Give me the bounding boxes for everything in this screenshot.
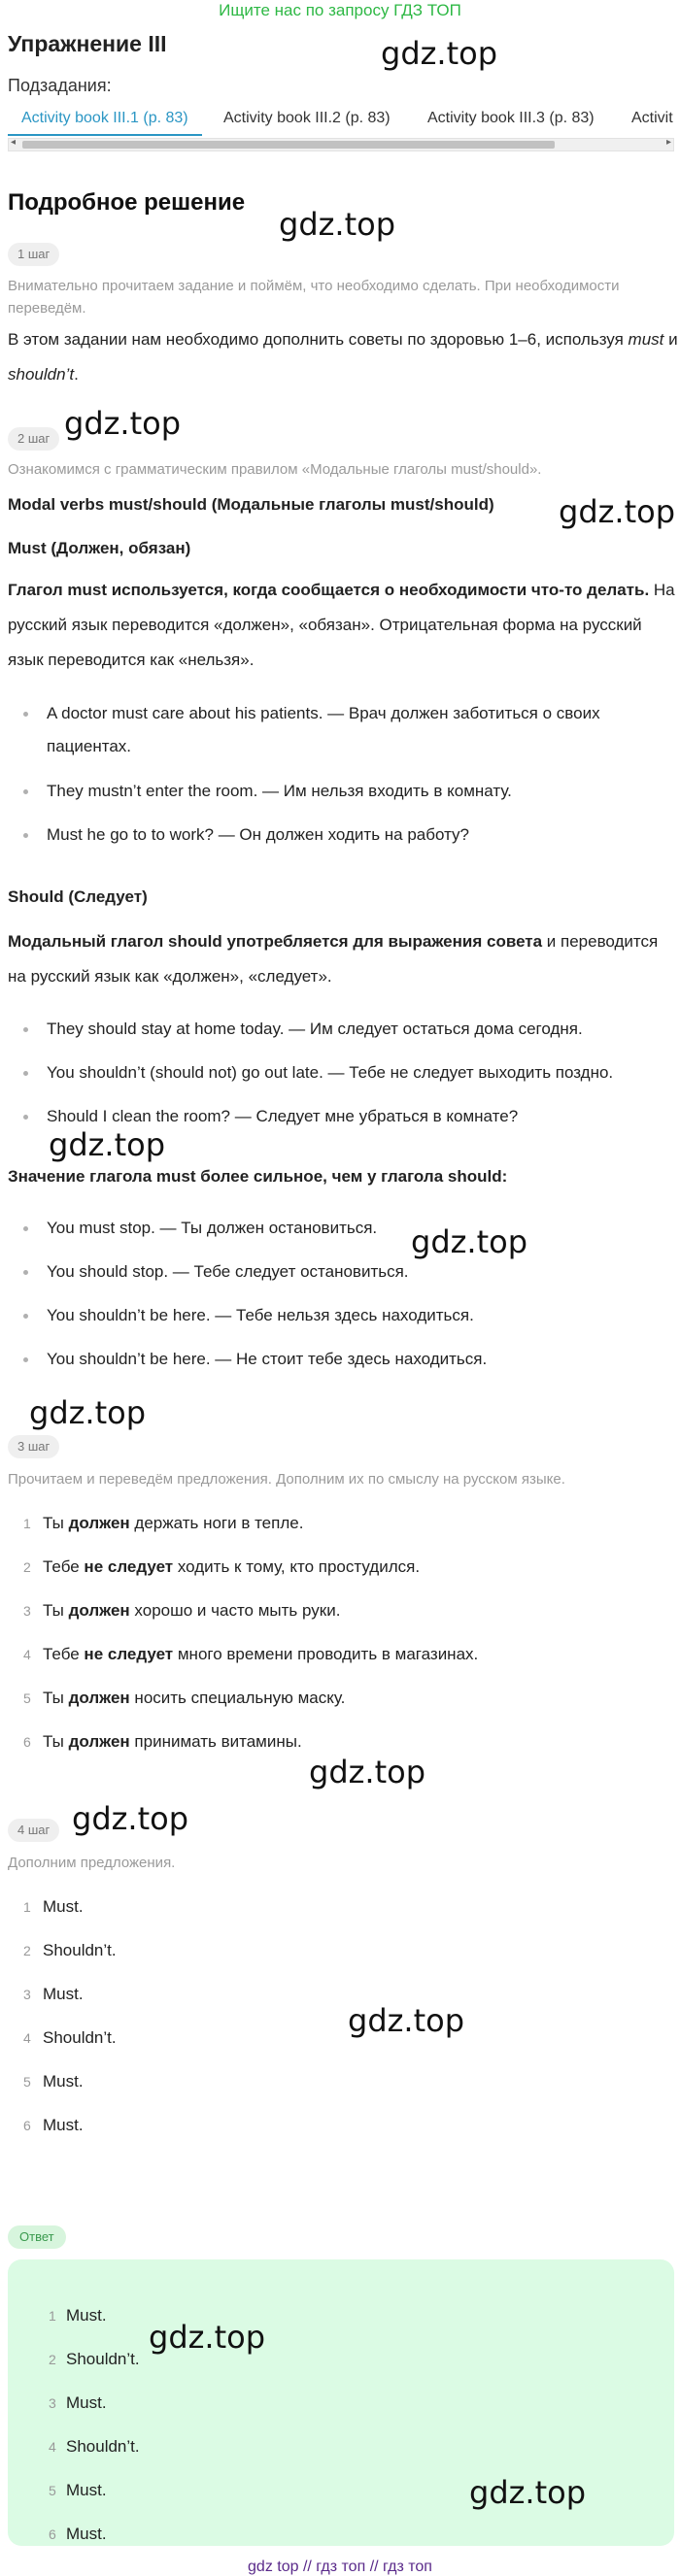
scroll-left-icon[interactable]: ◂ (11, 137, 17, 148)
list-item: 3 Must. (23, 1985, 84, 2003)
list-item: 6 Must. (23, 2116, 84, 2134)
tabs-scrollbar[interactable] (8, 138, 674, 151)
list-item: They mustn’t enter the room. — Им нельзя входить в комнату. (23, 775, 674, 808)
watermark: gdz.top (29, 1394, 147, 1431)
list-item: A doctor must care about his patients. — Врач должен заботиться о своих пациентах. (23, 697, 674, 763)
step-1-hint: Внимательно прочитаем задание и поймём, что необходимо сделать. При необходимости переведём. (8, 278, 620, 317)
tab-activity-book-iii-3[interactable]: Activity book III.3 (p. 83) (427, 110, 595, 126)
watermark: gdz.top (381, 35, 498, 72)
list-item: 2 Тебе не следует ходить к тому, кто простудился. (23, 1557, 421, 1576)
answer-badge: Ответ (8, 2225, 66, 2249)
list-item: 1 Ты должен держать ноги в тепле. (23, 1514, 304, 1532)
subtasks-label: Подзадания: (8, 76, 112, 95)
step-2-badge: 2 шаг (8, 427, 59, 451)
watermark: gdz.top (469, 2474, 587, 2511)
list-item: 6 Ты должен принимать витамины. (23, 1732, 302, 1751)
tab-activity-book-iii-4[interactable]: Activit (631, 110, 673, 126)
step-2-hint: Ознакомимся с грамматическим правилом «Модальные глаголы must/should». (8, 461, 542, 478)
watermark: gdz.top (559, 493, 676, 530)
list-item: 4 Тебе не следует много времени проводить в магазинах. (23, 1645, 479, 1663)
must-heading: Must (Должен, обязан) (8, 539, 191, 557)
list-item: Should I clean the room? — Следует мне убраться в комнате? (23, 1100, 674, 1133)
must-rule: Глагол must используется, когда сообщается о необходимости что-то делать. На русский язык переводится «должен», «обязан». Отрицательная форма на русский язык переводится как «нельзя». (8, 581, 675, 669)
step-1-text: В этом задании нам необходимо дополнить советы по здоровью 1–6, используя must и shouldn’t. (8, 330, 678, 384)
page-title: Упражнение III (8, 31, 167, 56)
list-item: 3 Must. (49, 2393, 107, 2412)
step-1-badge: 1 шаг (8, 243, 59, 266)
list-item: 5 Must. (49, 2481, 107, 2499)
subtask-tabs (0, 105, 680, 136)
list-item: 4 Shouldn’t. (23, 2028, 117, 2047)
watermark: gdz.top (348, 2002, 465, 2039)
modal-verbs-heading: Modal verbs must/should (Модальные глаголы must/should) (8, 495, 494, 514)
search-banner: Ищите нас по запросу ГДЗ ТОП (219, 1, 461, 19)
list-item: They should stay at home today. — Им следует остаться дома сегодня. (23, 1013, 674, 1046)
tab-activity-book-iii-2[interactable]: Activity book III.2 (p. 83) (223, 110, 391, 126)
list-item: 6 Must. (49, 2525, 107, 2543)
list-item: 5 Ты должен носить специальную маску. (23, 1689, 346, 1707)
list-item: 2 Shouldn’t. (49, 2350, 140, 2368)
list-item: Must he go to to work? — Он должен ходить на работу? (23, 819, 674, 852)
footer-links[interactable]: gdz top // гдз топ // гдз топ (248, 2559, 432, 2575)
list-item: You shouldn’t be here. — Тебе нельзя здесь находиться. (23, 1299, 674, 1332)
should-heading: Should (Следует) (8, 887, 148, 906)
watermark: gdz.top (64, 405, 182, 442)
step-4-hint: Дополним предложения. (8, 1855, 176, 1871)
step-3-hint: Прочитаем и переведём предложения. Дополним их по смыслу на русском языке. (8, 1471, 565, 1488)
must-should-compare-heading: Значение глагола must более сильное, чем у глагола should: (8, 1167, 508, 1186)
list-item: 2 Shouldn’t. (23, 1941, 117, 1959)
step-3-badge: 3 шаг (8, 1435, 59, 1458)
watermark: gdz.top (49, 1126, 166, 1163)
list-item: You must stop. — Ты должен остановиться. (23, 1212, 674, 1245)
list-item: 3 Ты должен хорошо и часто мыть руки. (23, 1601, 341, 1620)
watermark: gdz.top (279, 206, 396, 243)
list-item: 4 Shouldn’t. (49, 2437, 140, 2456)
list-item: You shouldn’t be here. — Не стоит тебе здесь находиться. (23, 1343, 674, 1376)
should-rule: Модальный глагол should употребляется для выражения совета и переводится на русский язык как «должен», «следует». (8, 932, 659, 986)
list-item: 1 Must. (23, 1897, 84, 1916)
list-item: You should stop. — Тебе следует остановиться. (23, 1255, 674, 1288)
scrollbar-thumb[interactable] (22, 141, 555, 149)
watermark: gdz.top (149, 2319, 266, 2356)
list-item: 5 Must. (23, 2072, 84, 2091)
step-4-badge: 4 шаг (8, 1819, 59, 1842)
list-item: 1 Must. (49, 2306, 107, 2325)
solution-title: Подробное решение (8, 189, 246, 216)
list-item: You shouldn’t (should not) go out late. — Тебе не следует выходить поздно. (23, 1056, 674, 1089)
watermark: gdz.top (72, 1800, 189, 1837)
watermark: gdz.top (309, 1754, 426, 1790)
tab-activity-book-iii-1[interactable]: Activity book III.1 (p. 83) (8, 105, 202, 136)
scroll-right-icon[interactable]: ▸ (665, 137, 671, 148)
watermark: gdz.top (411, 1223, 528, 1260)
